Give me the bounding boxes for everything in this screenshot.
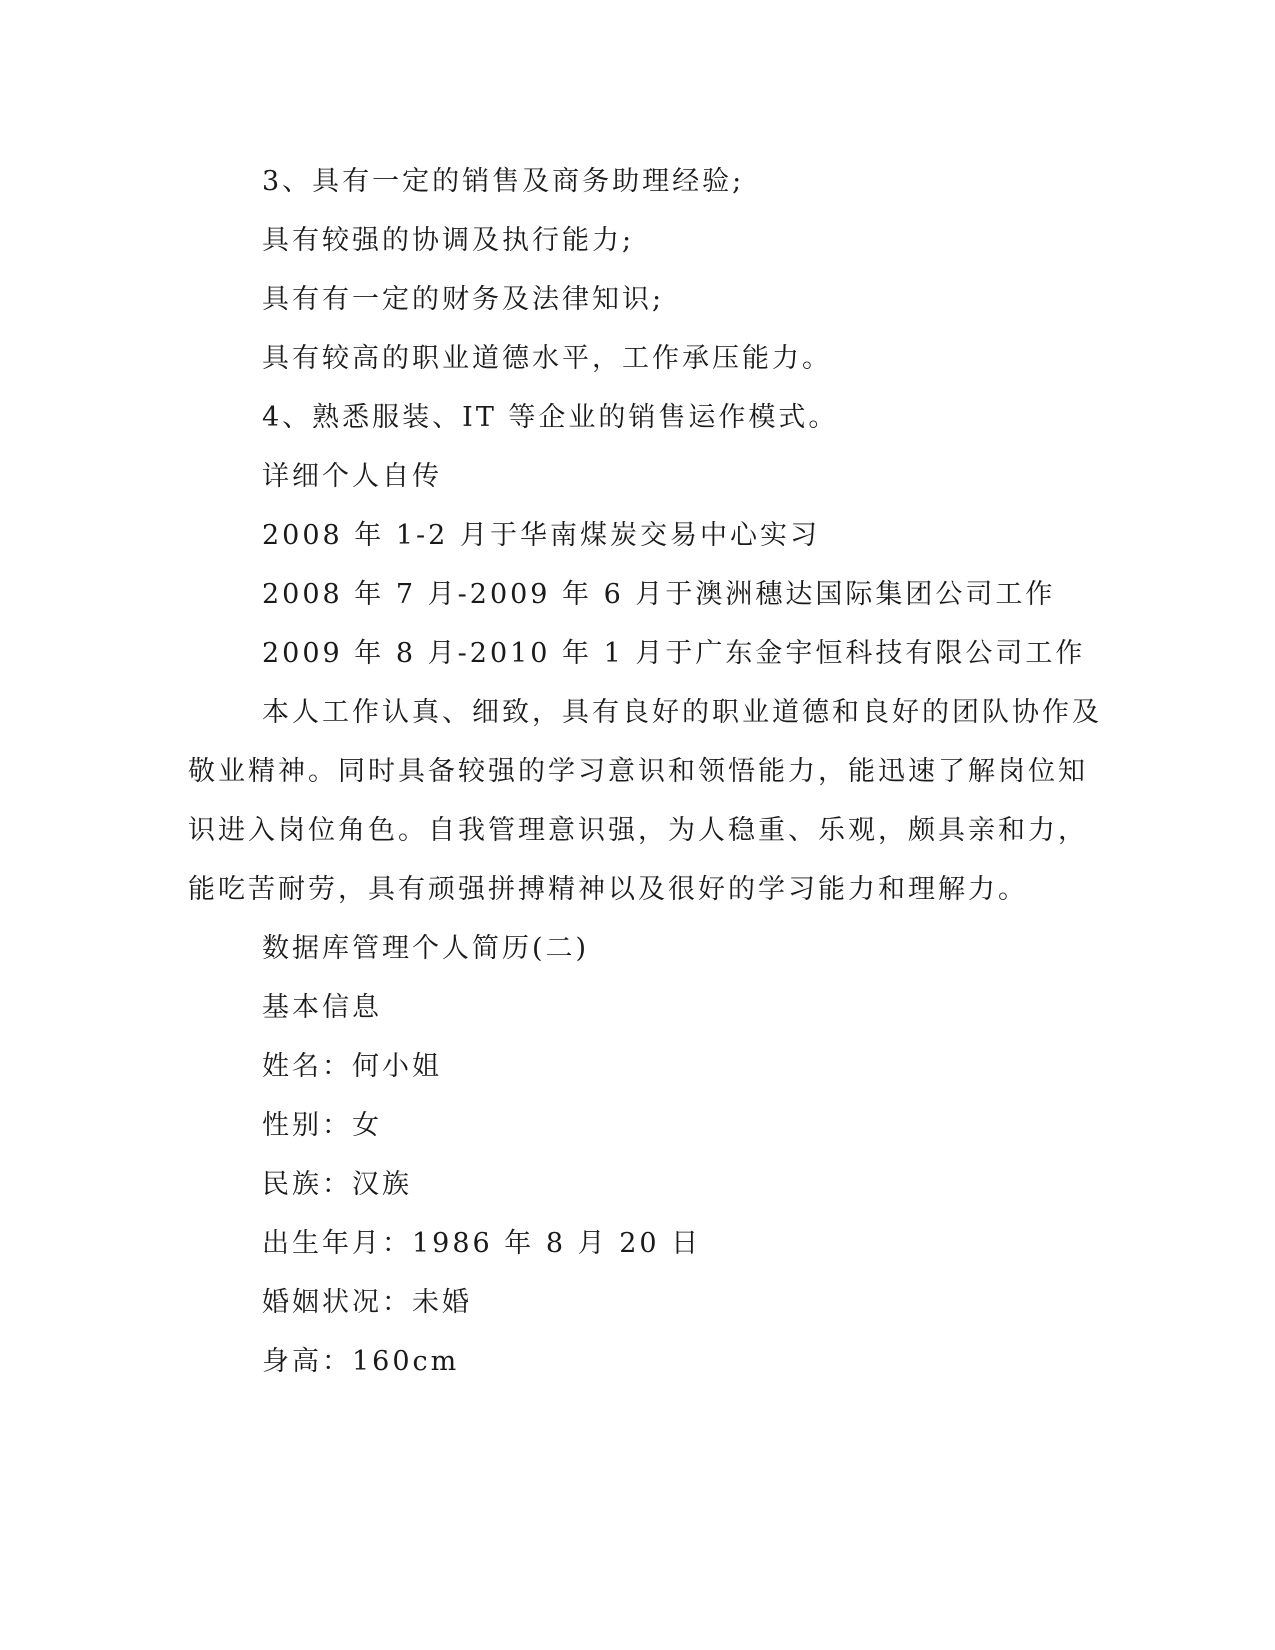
info-marital-status: 婚姻状况：未婚 [262, 1287, 472, 1318]
requirement-4: 4、熟悉服装、IT 等企业的销售运作模式。 [262, 402, 839, 433]
requirement-finance-law: 具有有一定的财务及法律知识; [262, 284, 665, 315]
info-gender: 性别：女 [262, 1110, 382, 1141]
info-name: 姓名：何小姐 [262, 1051, 442, 1082]
info-birthdate: 出生年月：1986 年 8 月 20 日 [262, 1228, 702, 1259]
self-evaluation-line-2: 敬业精神。同时具备较强的学习意识和领悟能力，能迅速了解岗位知 [188, 756, 1088, 787]
self-evaluation-line-4: 能吃苦耐劳，具有顽强拼搏精神以及很好的学习能力和理解力。 [188, 874, 1028, 905]
section-heading-basic-info: 基本信息 [262, 992, 382, 1023]
self-evaluation-line-1: 本人工作认真、细致，具有良好的职业道德和良好的团队协作及 [262, 697, 1102, 728]
self-evaluation-line-3: 识进入岗位角色。自我管理意识强，为人稳重、乐观，颇具亲和力， [188, 815, 1088, 846]
experience-item-3: 2009 年 8 月-2010 年 1 月于广东金宇恒科技有限公司工作 [262, 638, 1086, 669]
info-ethnicity: 民族：汉族 [262, 1169, 412, 1200]
experience-item-1: 2008 年 1-2 月于华南煤炭交易中心实习 [262, 520, 820, 551]
section-heading-autobiography: 详细个人自传 [262, 461, 442, 492]
requirement-coordination: 具有较强的协调及执行能力; [262, 225, 635, 256]
experience-item-2: 2008 年 7 月-2009 年 6 月于澳洲穗达国际集团公司工作 [262, 579, 1056, 610]
requirement-3: 3、具有一定的销售及商务助理经验; [262, 166, 745, 197]
info-height: 身高：160cm [262, 1346, 460, 1377]
requirement-ethics: 具有较高的职业道德水平，工作承压能力。 [262, 343, 832, 374]
resume-title: 数据库管理个人简历(二) [262, 933, 590, 964]
